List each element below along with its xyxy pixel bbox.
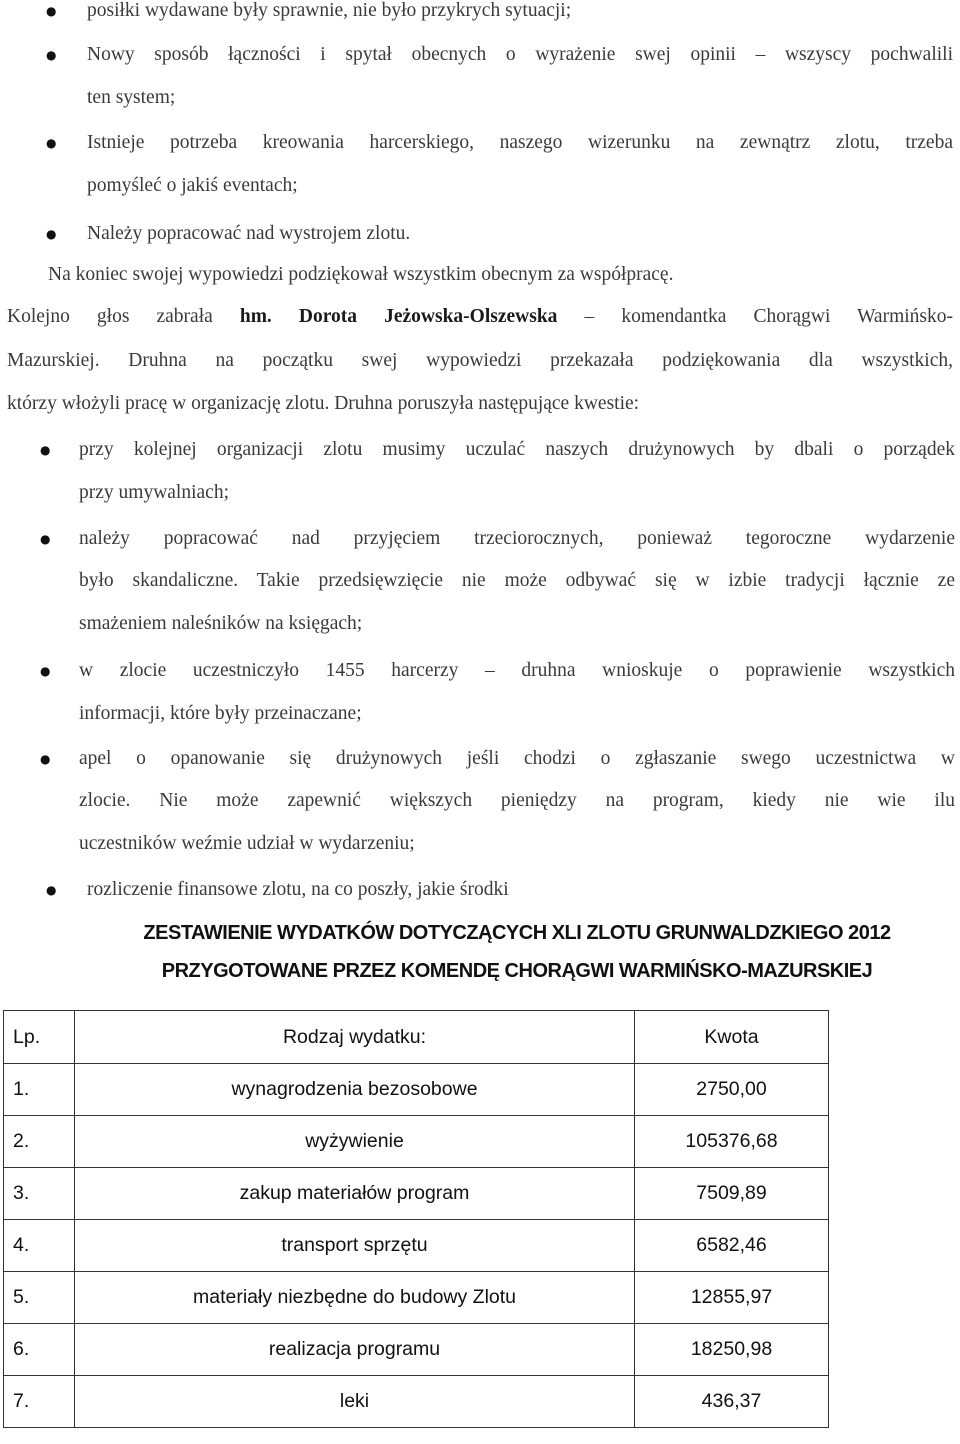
- column-header-number: Lp.: [4, 1011, 75, 1064]
- list-item-text-cont: uczestników weźmie udział w wydarzeniu;: [79, 833, 415, 854]
- bullet-icon: ●: [40, 443, 51, 457]
- bullet-icon: ●: [46, 227, 57, 241]
- paragraph-speaker-line2: Mazurskiej. Druhna na początku swej wypowiedzi przekazała podziękowania dla wszystkich,: [7, 350, 953, 371]
- cell-expense-type: transport sprzętu: [75, 1220, 635, 1272]
- paragraph-speaker-line3: którzy włożyli pracę w organizację zlotu. Druhna poruszyła następujące kwestie:: [7, 393, 640, 414]
- cell-number: 6.: [4, 1324, 75, 1376]
- bullet-icon: ●: [46, 4, 57, 18]
- list-item-text: należy popracować nad przyjęciem trzeciorocznych, ponieważ tegoroczne wydarzenie: [79, 528, 955, 549]
- bullet-icon: ●: [46, 48, 57, 62]
- bullet-icon: ●: [46, 136, 57, 150]
- cell-expense-type: realizacja programu: [75, 1324, 635, 1376]
- list-item-text: posiłki wydawane były sprawnie, nie było przykrych sytuacji;: [87, 0, 572, 21]
- section-heading-line2: PRZYGOTOWANE PRZEZ KOMENDĘ CHORĄGWI WARMIŃSKO-MAZURSKIEJ: [161, 960, 873, 982]
- speaker-title: hm.: [239, 306, 272, 327]
- list-item-text: rozliczenie finansowe zlotu, na co poszły, jakie środki: [87, 879, 509, 900]
- list-item-text-cont: przy umywalniach;: [79, 482, 229, 503]
- cell-amount: 6582,46: [635, 1220, 829, 1272]
- bullet-icon: ●: [40, 532, 51, 546]
- list-item-text: Nowy sposób łączności i spytał obecnych o wyrażenie swej opinii – wszyscy pochwalili: [87, 44, 953, 65]
- bullet-icon: ●: [46, 883, 57, 897]
- list-item-text: Należy popracować nad wystrojem zlotu.: [87, 223, 411, 244]
- cell-amount: 7509,89: [635, 1168, 829, 1220]
- cell-amount: 105376,68: [635, 1116, 829, 1168]
- cell-amount: 436,37: [635, 1376, 829, 1428]
- list-item-text-cont: było skandaliczne. Takie przedsięwzięcie nie może odbywać się w izbie tradycji łącznie ze: [79, 570, 955, 591]
- table-row: [4, 1324, 829, 1376]
- list-item-text-cont: informacji, które były przeinaczane;: [79, 703, 362, 724]
- table-row: [4, 1220, 829, 1272]
- list-item-text: apel o opanowanie się drużynowych jeśli chodzi o zgłaszanie swego uczestnictwa w: [79, 748, 955, 769]
- paragraph-thanks: Na koniec swojej wypowiedzi podziękował wszystkim obecnym za współpracę.: [48, 264, 674, 285]
- list-item-text-cont: smażeniem naleśników na księgach;: [79, 613, 363, 634]
- paragraph-speaker-line1: Kolejno głos zabrała hm. Dorota Jeżowska-Olszewska – komendantka Chorągwi Warmińsko-: [7, 306, 953, 327]
- cell-number: 4.: [4, 1220, 75, 1272]
- cell-expense-type: leki: [75, 1376, 635, 1428]
- table-row: [4, 1064, 829, 1116]
- cell-expense-type: wynagrodzenia bezosobowe: [75, 1064, 635, 1116]
- column-header-expense-type: Rodzaj wydatku:: [75, 1011, 635, 1064]
- table-row: [4, 1272, 829, 1324]
- cell-expense-type: materiały niezbędne do budowy Zlotu: [75, 1272, 635, 1324]
- expenses-table: [3, 1010, 829, 1428]
- list-item-text-cont: pomyśleć o jakiś eventach;: [87, 175, 298, 196]
- cell-number: 2.: [4, 1116, 75, 1168]
- bullet-icon: ●: [40, 664, 51, 678]
- column-header-amount: Kwota: [635, 1011, 829, 1064]
- cell-expense-type: zakup materiałów program: [75, 1168, 635, 1220]
- table-header-row: [4, 1011, 829, 1064]
- list-item-text-cont: zlocie. Nie może zapewnić większych pieniędzy na program, kiedy nie wie ilu: [79, 790, 955, 811]
- cell-number: 3.: [4, 1168, 75, 1220]
- cell-amount: 12855,97: [635, 1272, 829, 1324]
- bullet-icon: ●: [40, 752, 51, 766]
- cell-amount: 2750,00: [635, 1064, 829, 1116]
- section-heading-line1: ZESTAWIENIE WYDATKÓW DOTYCZĄCYCH XLI ZLOTU GRUNWALDZKIEGO 2012: [143, 922, 891, 944]
- list-item-text-cont: ten system;: [87, 87, 176, 108]
- cell-amount: 18250,98: [635, 1324, 829, 1376]
- cell-number: 7.: [4, 1376, 75, 1428]
- table-row: [4, 1116, 829, 1168]
- list-item-text: przy kolejnej organizacji zlotu musimy uczulać naszych drużynowych by dbali o porządek: [79, 439, 955, 460]
- table-row: [4, 1168, 829, 1220]
- table-row: [4, 1376, 829, 1428]
- list-item-text: w zlocie uczestniczyło 1455 harcerzy – druhna wnioskuje o poprawienie wszystkich: [79, 660, 955, 681]
- speaker-name: Dorota Jeżowska-Olszewska: [298, 306, 558, 327]
- cell-number: 5.: [4, 1272, 75, 1324]
- cell-number: 1.: [4, 1064, 75, 1116]
- list-item-text: Istnieje potrzeba kreowania harcerskiego, naszego wizerunku na zewnątrz zlotu, trzeba: [87, 132, 953, 153]
- cell-expense-type: wyżywienie: [75, 1116, 635, 1168]
